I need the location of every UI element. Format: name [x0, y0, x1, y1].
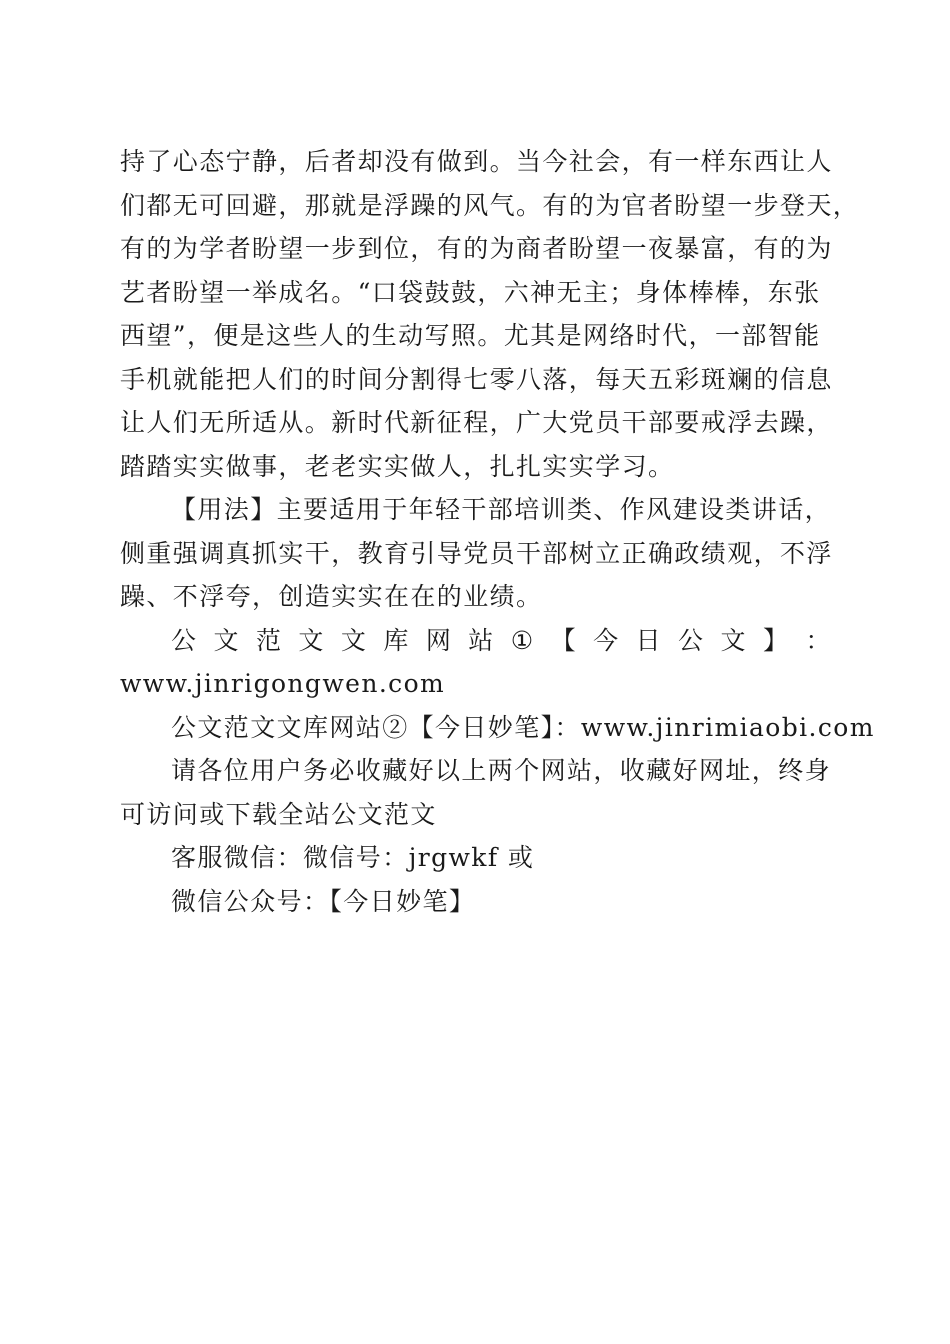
notice-line: 请各位用户务必收藏好以上两个网站，收藏好网址，终身 — [171, 756, 832, 785]
notice-paragraph — [120, 749, 832, 836]
site1-char: 网 — [425, 625, 453, 655]
site1-label — [120, 619, 832, 663]
official-account-line: 微信公众号：【今日妙笔】 — [171, 886, 476, 916]
official-account-paragraph — [120, 880, 832, 924]
notice-line: 可访问或下载全站公文范文 — [120, 799, 437, 829]
paragraph-line: 踏踏实实做事，老老实实做人，扎扎实实学习。 — [120, 451, 675, 481]
usage-line: 侧重强调真抓实干，教育引导党员干部树立正确政绩观，不浮 — [120, 538, 833, 568]
site1-paragraph — [120, 619, 832, 706]
site1-char: 公 — [171, 625, 198, 655]
paragraph-line: 让人们无所适从。新时代新征程，广大党员干部要戒浮去躁， — [120, 408, 833, 437]
site1-char: 今 — [593, 625, 620, 655]
site1-url[interactable]: www.jinrigongwen.com — [120, 669, 446, 698]
body-text — [120, 140, 875, 923]
paragraph-line: 艺者盼望一举成名。“口袋鼓鼓，六神无主；身体棒棒，东张 — [120, 277, 821, 307]
wechat-paragraph — [120, 836, 832, 880]
site2-paragraph — [120, 706, 875, 750]
paragraph-line: 们都无可回避，那就是浮躁的风气。有的为官者盼望一步登天， — [120, 190, 860, 220]
usage-line: 躁、不浮夸，创造实实在在的业绩。 — [120, 582, 543, 611]
site1-char: 文 — [720, 625, 747, 655]
site1-char: 范 — [255, 625, 283, 655]
site1-char: 文 — [340, 625, 368, 655]
site1-char: 日 — [635, 625, 662, 655]
paragraph-line: 持了心态宁静，后者却没有做到。当今社会，有一样东西让人 — [120, 147, 833, 176]
site2-line[interactable]: 公文范文文库网站②【今日妙笔】：www.jinrimiaobi.com — [171, 712, 875, 742]
site1-char: 文 — [213, 625, 240, 655]
site1-char: 文 — [298, 625, 325, 655]
paragraph-line: 西望”，便是这些人的生动写照。尤其是网络时代，一部智能 — [120, 321, 821, 350]
site1-char: 【 — [550, 625, 578, 655]
site1-char: 】 — [762, 625, 790, 655]
paragraph-line: 手机就能把人们的时间分割得七零八落，每天五彩斑斓的信息 — [120, 364, 833, 394]
paragraph-main — [120, 140, 860, 488]
usage-line: 【用法】主要适用于年轻干部培训类、作风建设类讲话， — [171, 495, 832, 524]
site1-char: 库 — [383, 625, 410, 655]
site1-char: 公 — [678, 625, 705, 655]
paragraph-usage — [120, 488, 832, 619]
site1-char: ① — [510, 625, 535, 655]
paragraph-line: 有的为学者盼望一步到位，有的为商者盼望一夜暴富，有的为 — [120, 234, 833, 263]
wechat-line: 客服微信：微信号：jrgwkf 或 — [171, 843, 535, 872]
site1-char: ： — [805, 625, 832, 655]
site1-char: 站 — [468, 625, 495, 655]
